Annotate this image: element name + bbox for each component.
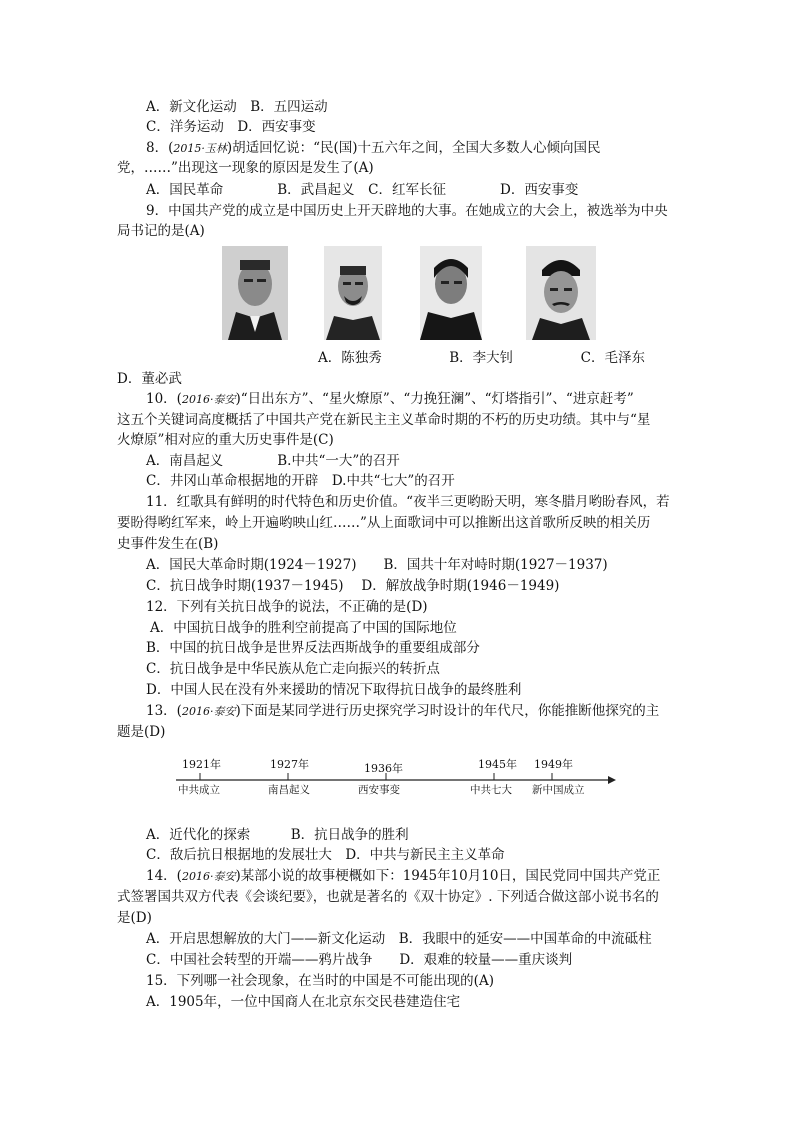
q14-stem-text: )某部小说的故事梗概如下：1945年10月10日，国民党同中国共产党正 (235, 868, 661, 884)
q10-stem-line3: 火燎原”相对应的重大历史事件是(C) (117, 432, 334, 448)
q9-stem-line1: 9．中国共产党的成立是中国历史上开天辟地的大事。在她成立的大会上，被选举为中央 (146, 203, 668, 219)
q14-stem-line3: 是(D) (117, 910, 152, 926)
q11-stem-line1: 11．红歌具有鲜明的时代特色和历史价值。“夜半三更哟盼天明，寒冬腊月哟盼春风，若 (146, 494, 670, 510)
q15-option-a: A．1905年，一位中国商人在北京东交民巷建造住宅 (146, 994, 461, 1010)
timeline-event-1945: 中共七大 (470, 784, 512, 796)
q12-option-b: B．中国的抗日战争是世界反法西斯战争的重要组成部分 (146, 640, 480, 656)
q11-stem-line2: 要盼得哟红军来，岭上开遍哟映山红……”从上面歌词中可以推断出这首歌所反映的相关历 (117, 515, 651, 531)
timeline-event-1936: 西安事变 (358, 784, 400, 796)
portrait-row (222, 246, 602, 342)
q11-options-line1: A．国民大革命时期(1924－1927) B．国共十年对峙时期(1927－1937) (146, 557, 608, 573)
q14-options-line1: A．开启思想解放的大门——新文化运动 B．我眼中的延安——中国革命的中流砥柱 (146, 931, 652, 947)
q8-stem-text: )胡适回忆说：“民(国)十五六年之间，全国大多数人心倾向国民 (226, 140, 601, 156)
q8-number: 8．( (146, 140, 174, 156)
q13-stem-line1 (146, 701, 659, 722)
q8-stem-line2: 党，……”出现这一现象的原因是发生了(A) (117, 160, 374, 176)
timeline-ruler (172, 754, 616, 804)
timeline-year-1936: 1936年 (364, 762, 403, 775)
timeline-event-1949: 新中国成立 (532, 784, 585, 796)
timeline-year-1927: 1927年 (270, 758, 309, 771)
q7-options-line2: C．洋务运动 D．西安事变 (146, 119, 316, 135)
q13-stem-line2: 题是(D) (117, 724, 166, 740)
q13-stem-text: )下面是某同学进行历史探究学习时设计的年代尺，你能推断他探究的主 (235, 703, 660, 719)
q8-options: A．国民革命 B．武昌起义 C．红军长征 D．西安事变 (146, 182, 579, 198)
q10-stem-line1 (146, 389, 634, 410)
timeline-event-1927: 南昌起义 (268, 784, 310, 796)
q10-options-line2: C．井冈山革命根据地的开辟 D.中共“七大”的召开 (146, 473, 455, 489)
q8-stem-line1 (146, 138, 601, 159)
q10-number: 10．( (146, 391, 182, 407)
timeline-year-1949: 1949年 (534, 758, 573, 771)
q7-options-line1: A．新文化运动 B．五四运动 (146, 99, 328, 115)
portrait-li-dazhao (324, 246, 382, 340)
q13-options-line2: C．敌后抗日根据地的发展壮大 D．中共与新民主主义革命 (146, 847, 505, 863)
q14-number: 14．( (146, 868, 182, 884)
q13-number: 13．( (146, 703, 182, 719)
q14-source: 2016·泰安 (181, 870, 236, 883)
timeline-year-1921: 1921年 (182, 758, 221, 771)
q10-source: 2016·泰安 (181, 393, 236, 406)
portrait-chen-duxiu (222, 246, 288, 340)
q8-source: 2015·玉林 (173, 142, 227, 155)
q13-options-line1: A．近代化的探索 B．抗日战争的胜利 (146, 827, 409, 843)
timeline-event-1921: 中共成立 (178, 784, 220, 796)
q13-source: 2016·泰安 (181, 705, 236, 718)
q14-stem-line1 (146, 866, 660, 887)
q12-option-c: C．抗日战争是中华民族从危亡走向振兴的转折点 (146, 661, 440, 677)
timeline-year-1945: 1945年 (478, 758, 517, 771)
q12-stem: 12．下列有关抗日战争的说法，不正确的是(D) (146, 599, 428, 615)
portrait-mao-zedong (420, 246, 482, 340)
q11-stem-line3: 史事件发生在(B) (117, 536, 219, 552)
q14-stem-line2: 式签署国共双方代表《会谈纪要》，也就是著名的《双十协定》. 下列适合做这部小说书名的 (117, 889, 659, 905)
q11-options-line2: C．抗日战争时期(1937－1945) D．解放战争时期(1946－1949) (146, 578, 560, 594)
q10-stem-text: )“日出东方”、“星火燎原”、“力挽狂澜”、“灯塔指引”、“进京赶考” (235, 391, 634, 407)
q12-option-d: D．中国人民在没有外来援助的情况下取得抗日战争的最终胜利 (146, 682, 522, 698)
q15-stem: 15．下列哪一社会现象，在当时的中国是不可能出现的(A) (146, 973, 494, 989)
q10-options-line1: A．南昌起义 B.中共“一大”的召开 (146, 453, 400, 469)
q10-stem-line2: 这五个关键词高度概括了中国共产党在新民主主义革命时期的不朽的历史功绩。其中与“星 (117, 412, 651, 428)
q9-option-d: D．董必武 (117, 371, 182, 387)
portrait-dong-biwu (526, 246, 596, 340)
q12-option-a: A．中国抗日战争的胜利空前提高了中国的国际地位 (150, 620, 457, 636)
q9-stem-line2: 局书记的是(A) (117, 223, 205, 239)
q14-options-line2: C．中国社会转型的开端——鸦片战争 D．艰难的较量——重庆谈判 (146, 952, 573, 968)
q9-options: A．陈独秀 B．李大钊 C．毛泽东 (318, 350, 645, 366)
